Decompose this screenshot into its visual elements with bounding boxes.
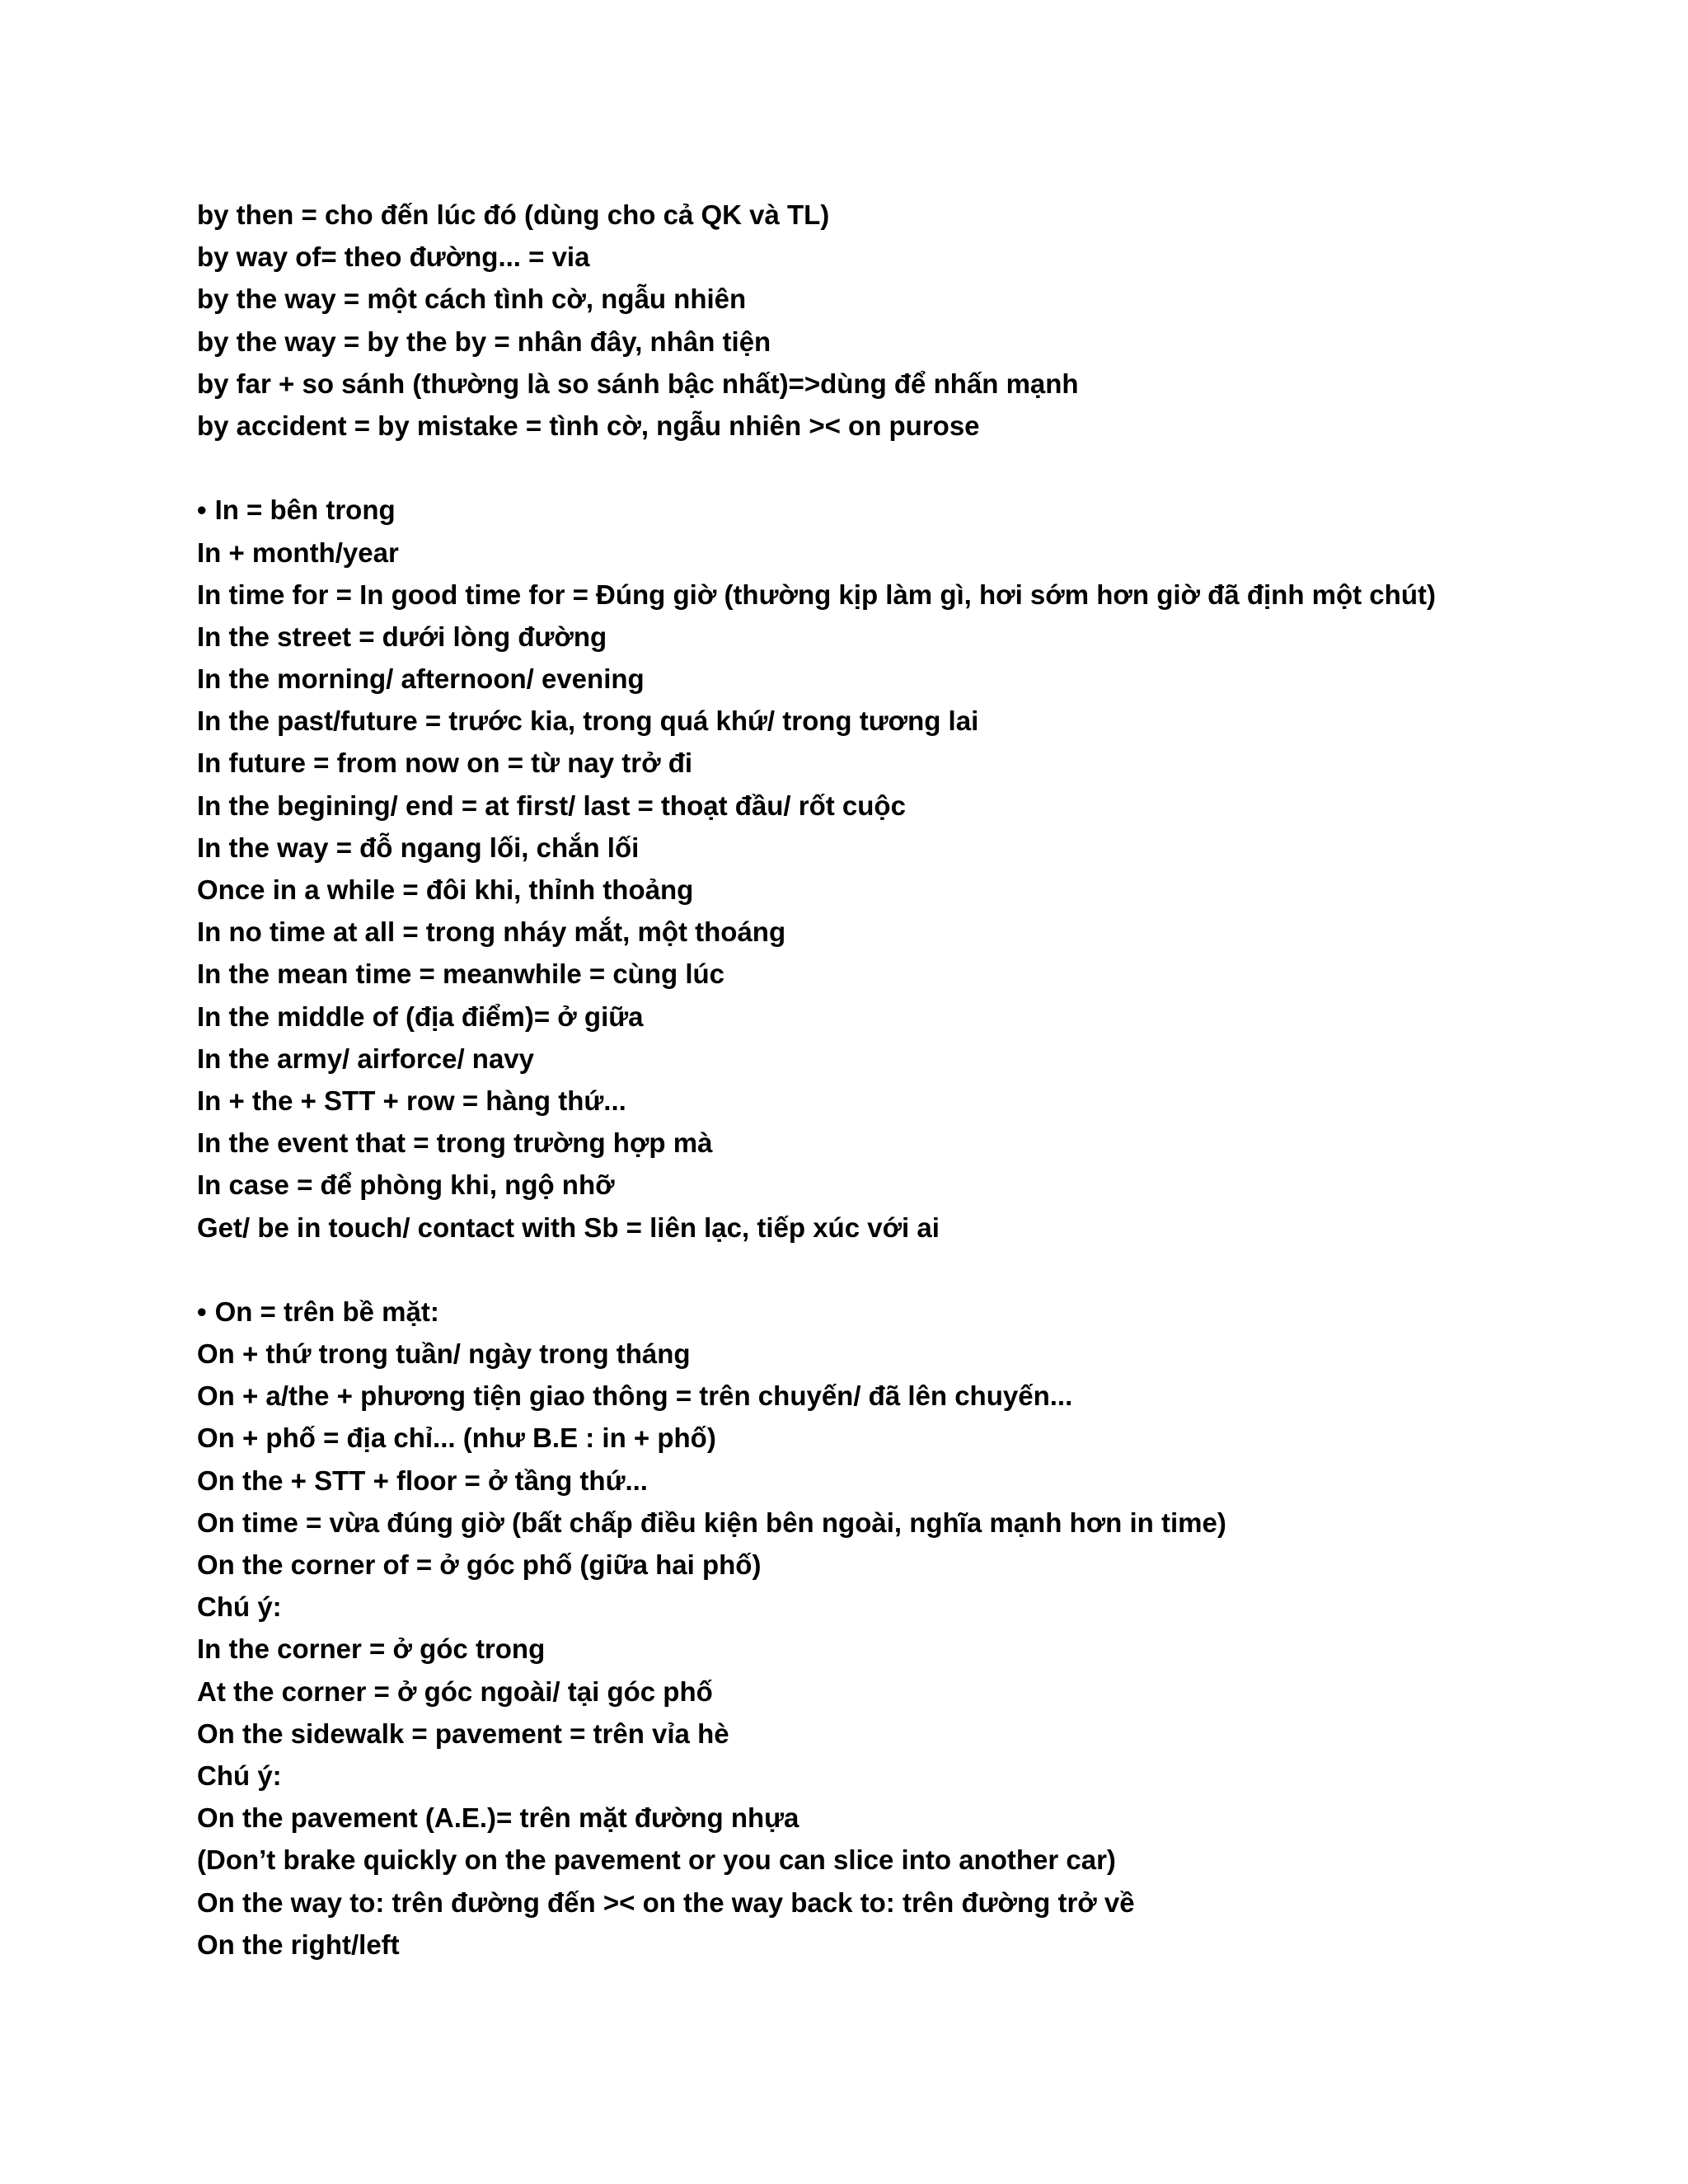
text-line: On the sidewalk = pavement = trên vỉa hè	[197, 1718, 729, 1749]
text-line: In the corner = ở góc trong	[197, 1633, 546, 1665]
text-line: On the pavement (A.E.)= trên mặt đường nhựa	[197, 1802, 799, 1834]
text-line: by then = cho đến lúc đó (dùng cho cả QK và TL)	[197, 199, 830, 230]
text-line: On + phố = địa chỉ... (như B.E : in + phố)	[197, 1422, 716, 1454]
text-line: In the street = dưới lòng đường	[197, 621, 607, 652]
text-line: At the corner = ở góc ngoài/ tại góc phố	[197, 1675, 713, 1707]
text-line: by the way = một cách tình cờ, ngẫu nhiên	[197, 284, 747, 315]
text-line: In the begining/ end = at first/ last = thoạt đầu/ rốt cuộc	[197, 790, 906, 821]
document-body	[197, 194, 1648, 1966]
text-line: by accident = by mistake = tình cờ, ngẫu nhiên >< on purose	[197, 410, 980, 441]
text-line: Get/ be in touch/ contact with Sb = liên lạc, tiếp xúc với ai	[197, 1212, 940, 1243]
text-line: In no time at all = trong nháy mắt, một thoáng	[197, 916, 786, 948]
section-in	[197, 489, 1648, 1248]
text-line: by the way = by the by = nhân đây, nhân tiện	[197, 326, 771, 357]
text-line: On the way to: trên đường đến >< on the way back to: trên đường trở về	[197, 1886, 1135, 1918]
text-line: In case = để phòng khi, ngộ nhỡ	[197, 1169, 615, 1201]
text-line: In the mean time = meanwhile = cùng lúc	[197, 958, 725, 990]
text-line: In the middle of (địa điểm)= ở giữa	[197, 1001, 644, 1032]
text-line: by far + so sánh (thường là so sánh bậc nhất)=>dùng để nhấn mạnh	[197, 368, 1079, 399]
bullet-icon: •	[197, 1296, 207, 1327]
heading-text: In = bên trong	[214, 494, 396, 526]
text-line: On time = vừa đúng giờ (bất chấp điều kiện bên ngoài, nghĩa mạnh hơn in time)	[197, 1507, 1226, 1538]
text-line: (Don’t brake quickly on the pavement or you can slice into another car)	[197, 1844, 1116, 1876]
text-line: On + thứ trong tuần/ ngày trong tháng	[197, 1338, 691, 1370]
text-line: In the way = đỗ ngang lối, chắn lối	[197, 832, 640, 863]
text-line: On the right/left	[197, 1929, 400, 1960]
paragraph-spacer	[197, 447, 1648, 489]
bullet-icon: •	[197, 494, 207, 526]
section-heading	[197, 1291, 1648, 1333]
text-line: In the army/ airforce/ navy	[197, 1043, 535, 1074]
text-line: Once in a while = đôi khi, thỉnh thoảng	[197, 874, 694, 905]
text-line: In time for = In good time for = Đúng giờ (thường kịp làm gì, hơi sớm hơn giờ đã định một chút)	[197, 579, 1436, 610]
section-heading	[197, 489, 1648, 531]
section-on	[197, 1291, 1648, 1966]
note-label: Chú ý:	[197, 1591, 282, 1623]
text-line: by way of= theo đường... = via	[197, 241, 590, 273]
text-line: In the event that = trong trường hợp mà	[197, 1127, 713, 1159]
text-line: On + a/the + phương tiện giao thông = trên chuyến/ đã lên chuyến...	[197, 1380, 1073, 1412]
text-line: In future = from now on = từ nay trở đi	[197, 748, 693, 779]
heading-text: On = trên bề mặt:	[214, 1296, 439, 1327]
text-line: On the + STT + floor = ở tầng thứ...	[197, 1465, 648, 1496]
text-line: In + the + STT + row = hàng thứ...	[197, 1085, 626, 1116]
text-line: On the corner of = ở góc phố (giữa hai phố)	[197, 1549, 762, 1580]
text-line: In the morning/ afternoon/ evening	[197, 663, 645, 695]
text-line: In + month/year	[197, 537, 399, 568]
text-line: In the past/future = trước kia, trong quá khứ/ trong tương lai	[197, 705, 979, 737]
note-label: Chú ý:	[197, 1760, 282, 1791]
section-by	[197, 194, 1648, 447]
paragraph-spacer	[197, 1249, 1648, 1291]
